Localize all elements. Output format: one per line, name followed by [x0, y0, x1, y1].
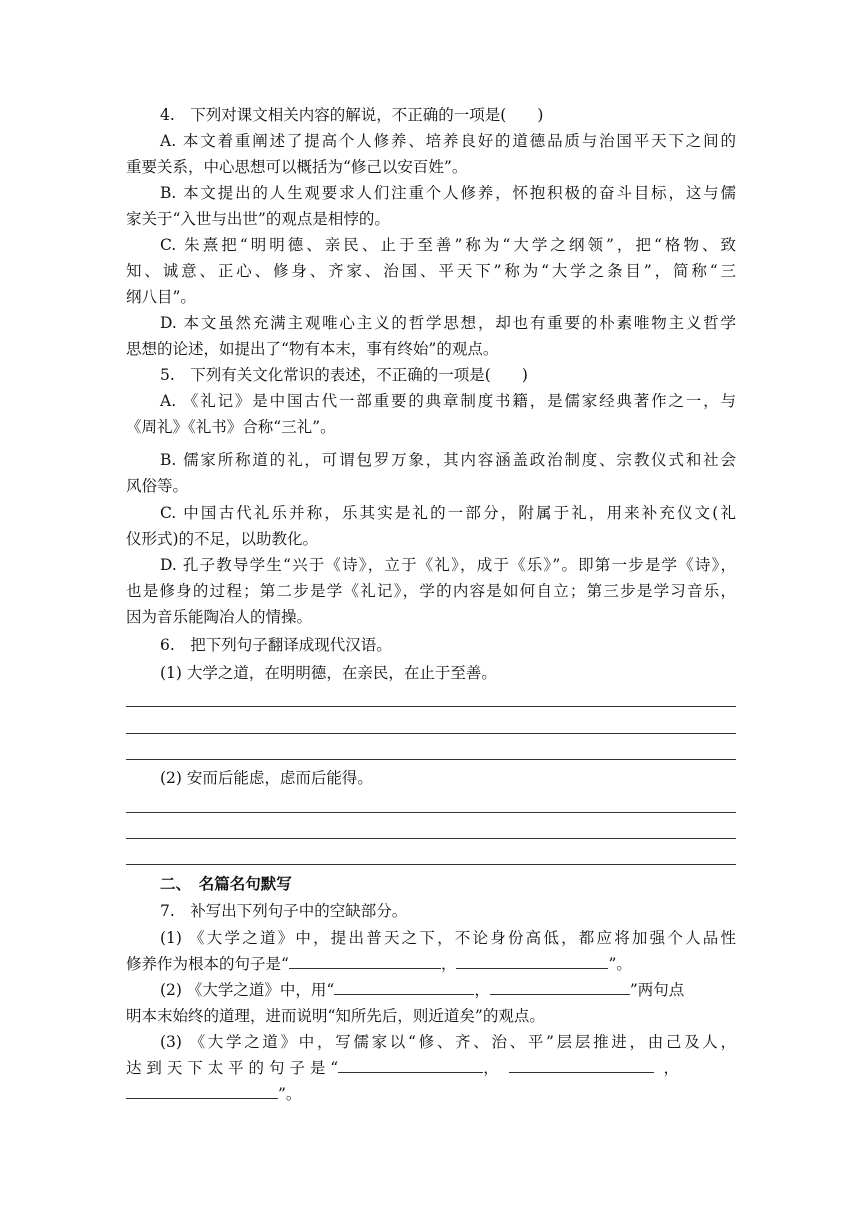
q4-option-c: C. 朱熹把“明明德、亲民、止于至善”称为“大学之纲领”，把“格物、致 [160, 236, 736, 254]
answer-line[interactable] [126, 733, 736, 734]
q7-prompt-2-cont: 明本末始终的道理，进而说明“知所先后，则近道矣”的观点。 [126, 1007, 545, 1025]
q7-prompt-1-cont: 修养作为根本的句子是“ ， ”。 [126, 951, 736, 977]
q4-option-b: B. 本文提出的人生观要求人们注重个人修养，怀抱积极的奋斗目标，这与儒 [160, 184, 736, 202]
q5-option-b-cont: 风俗等。 [126, 477, 189, 495]
q7-prompt-3-cont: 达 到 天 下 太 平 的 句 子 是 “ ， ， [126, 1055, 736, 1081]
q5-option-a-cont: 《周礼》《礼书》合称“三礼”。 [126, 418, 336, 436]
fill-blank[interactable] [509, 1055, 654, 1073]
q4-option-c-cont: 知、诚意、正心、修身、齐家、治国、平天下”称为“大学之条目”，简称“三 [126, 262, 736, 280]
q4-option-b-cont: 家关于“入世与出世”的观点是相悖的。 [126, 210, 390, 228]
fill-blank[interactable] [289, 951, 441, 969]
q4-option-d: D. 本文虽然充满主观唯心主义的哲学思想，却也有重要的朴素唯物主义哲学 [160, 314, 736, 332]
q7-stem: 7. 补写出下列句子中的空缺部分。 [160, 902, 408, 920]
q5-stem: 5. 下列有关文化常识的表述，不正确的一项是( ) [160, 366, 528, 384]
q4-option-a: A. 本文着重阐述了提高个人修养、培养良好的道德品质与治国平天下之间的 [160, 132, 736, 150]
q6-sentence-1: (1) 大学之道，在明明德，在亲民，在止于至善。 [160, 664, 497, 682]
q5-option-d-cont2: 因为音乐能陶冶人的情操。 [126, 608, 313, 626]
q7-prompt-1: (1) 《大学之道》中，提出普天之下，不论身份高低，都应将加强个人品性 [160, 929, 736, 947]
q4-option-a-cont: 重要关系，中心思想可以概括为“修己以安百姓”。 [126, 158, 468, 176]
fill-blank[interactable] [456, 951, 608, 969]
q7-prompt-3-cont2: ”。 [126, 1081, 736, 1107]
q5-option-d-cont: 也是修身的过程；第二步是学《礼记》，学的内容是如何自立；第三步是学习音乐， [126, 582, 736, 600]
q5-option-c-cont: 仪形式)的不足，以助教化。 [126, 530, 319, 548]
q6-sentence-2: (2) 安而后能虑，虑而后能得。 [160, 769, 373, 787]
fill-blank[interactable] [338, 1055, 483, 1073]
q5-option-c: C. 中国古代礼乐并称，乐其实是礼的一部分，附属于礼，用来补充仪文(礼 [160, 504, 736, 522]
q5-option-b: B. 儒家所称道的礼，可谓包罗万象，其内容涵盖政治制度、宗教仪式和社会 [160, 451, 736, 469]
q5-option-a: A. 《礼记》是中国古代一部重要的典章制度书籍，是儒家经典著作之一，与 [160, 392, 736, 410]
answer-line[interactable] [126, 812, 736, 813]
q4-option-c-cont2: 纲八目”。 [126, 288, 196, 306]
q6-stem: 6. 把下列句子翻译成现代汉语。 [160, 636, 392, 654]
fill-blank[interactable] [490, 977, 630, 995]
q4-option-d-cont: 思想的论述，如提出了“物有本末，事有终始”的观点。 [126, 340, 499, 358]
section-heading: 二、 名篇名句默写 [160, 875, 292, 893]
q5-option-d: D. 孔子教导学生“兴于《诗》，立于《礼》，成于《乐》”。即第一步是学《诗》， [160, 556, 736, 574]
answer-line[interactable] [126, 706, 736, 707]
answer-line[interactable] [126, 838, 736, 839]
answer-line[interactable] [126, 759, 736, 760]
fill-blank[interactable] [334, 977, 474, 995]
answer-line[interactable] [126, 864, 736, 865]
q4-stem: 4. 下列对课文相关内容的解说，不正确的一项是( ) [160, 106, 544, 124]
q7-prompt-2: (2) 《大学之道》中，用“ ， ”两句点 [160, 977, 736, 1003]
q7-prompt-3: (3) 《大学之道》中，写儒家以“修、齐、治、平”层层推进，由己及人， [160, 1033, 736, 1051]
fill-blank[interactable] [126, 1081, 278, 1099]
